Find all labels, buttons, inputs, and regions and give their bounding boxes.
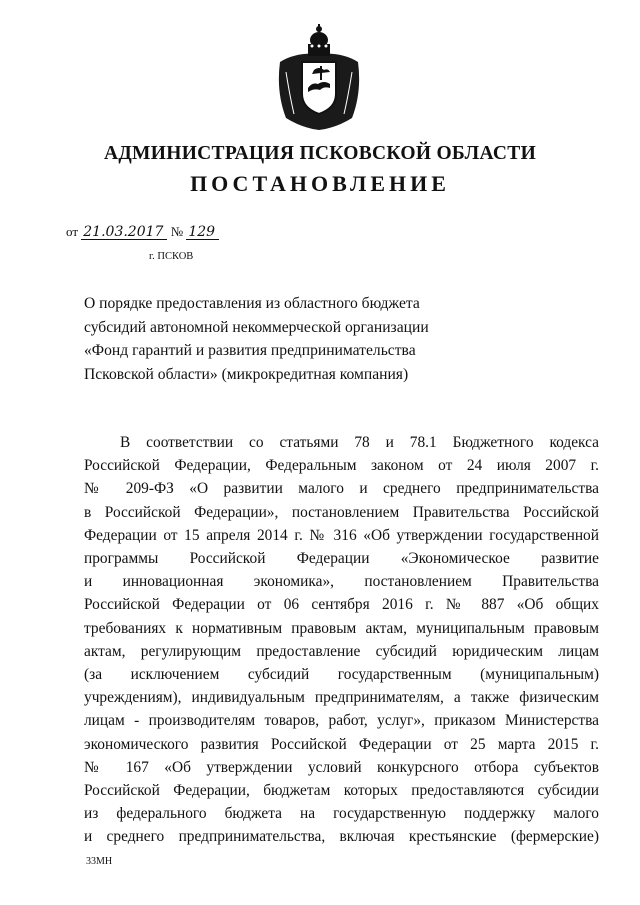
document-type: ПОСТАНОВЛЕНИЕ: [190, 171, 450, 196]
body-line: и инновационная экономика», постановлением Правительства: [84, 573, 599, 591]
subject-line: субсидий автономной некоммерческой организации: [84, 318, 429, 336]
subject-line: «Фонд гарантий и развития предпринимательства: [84, 342, 416, 359]
document-code: 33МН: [86, 856, 113, 867]
date-prefix: от: [66, 224, 79, 239]
document-subject: [84, 292, 504, 386]
body-line: Российской Федерации, Федеральным законом от 24 июля 2007 г.: [84, 457, 599, 475]
body-line: Федерации от 15 апреля 2014 г. № 316 «Об утверждении государственной: [84, 526, 599, 544]
body-line: № 167 «Об утверждении условий конкурсного отбора субъектов: [84, 758, 599, 776]
body-line: актам, регулирующим предоставление субсидий юридическим лицам: [84, 642, 599, 660]
body-line: Российской Федерации от 06 сентября 2016 г. № 887 «Об общих: [84, 596, 599, 614]
body-line: в Российской Федерации», постановлением Правительства Российской: [84, 503, 599, 521]
body-line: учреждениям), индивидуальным предпринимателям, а также физическим: [84, 689, 599, 707]
city-label: г. ПСКОВ: [149, 251, 194, 262]
number-prefix: №: [170, 224, 184, 239]
date-value: 21.03.2017: [81, 225, 167, 240]
body-line: требованиях к нормативным правовым актам, муниципальным правовым: [84, 619, 599, 637]
subject-line: О порядке предоставления из областного бюджета: [84, 295, 420, 312]
document-body: [84, 431, 599, 849]
body-line: программы Российской Федерации «Экономическое развитие: [84, 550, 599, 568]
organization-title: АДМИНИСТРАЦИЯ ПСКОВСКОЙ ОБЛАСТИ: [103, 143, 537, 164]
body-line: экономического развития Российской Федерации от 25 марта 2015 г.: [84, 735, 599, 753]
body-line: лицам - производителям товаров, работ, услуг», приказом Министерства: [84, 712, 599, 730]
pskov-coat-of-arms-icon: [272, 22, 366, 132]
body-line: и среднего предпринимательства, включая крестьянские (фермерские): [84, 828, 599, 846]
body-line: № 209-ФЗ «О развитии малого и среднего предпринимательства: [84, 480, 599, 498]
number-value: 129: [186, 225, 219, 240]
body-line: Российской Федерации, бюджетам которых предоставляются субсидии: [84, 782, 599, 800]
date-number-line: [66, 224, 219, 240]
body-line: из федерального бюджета на государственную поддержку малого: [84, 805, 599, 823]
body-line: (за исключением субсидий государственным (муниципальным): [84, 666, 599, 684]
body-line: В соответствии со статьями 78 и 78.1 Бюджетного кодекса: [120, 434, 599, 451]
subject-line: Псковской области» (микрокредитная компания): [84, 365, 409, 383]
